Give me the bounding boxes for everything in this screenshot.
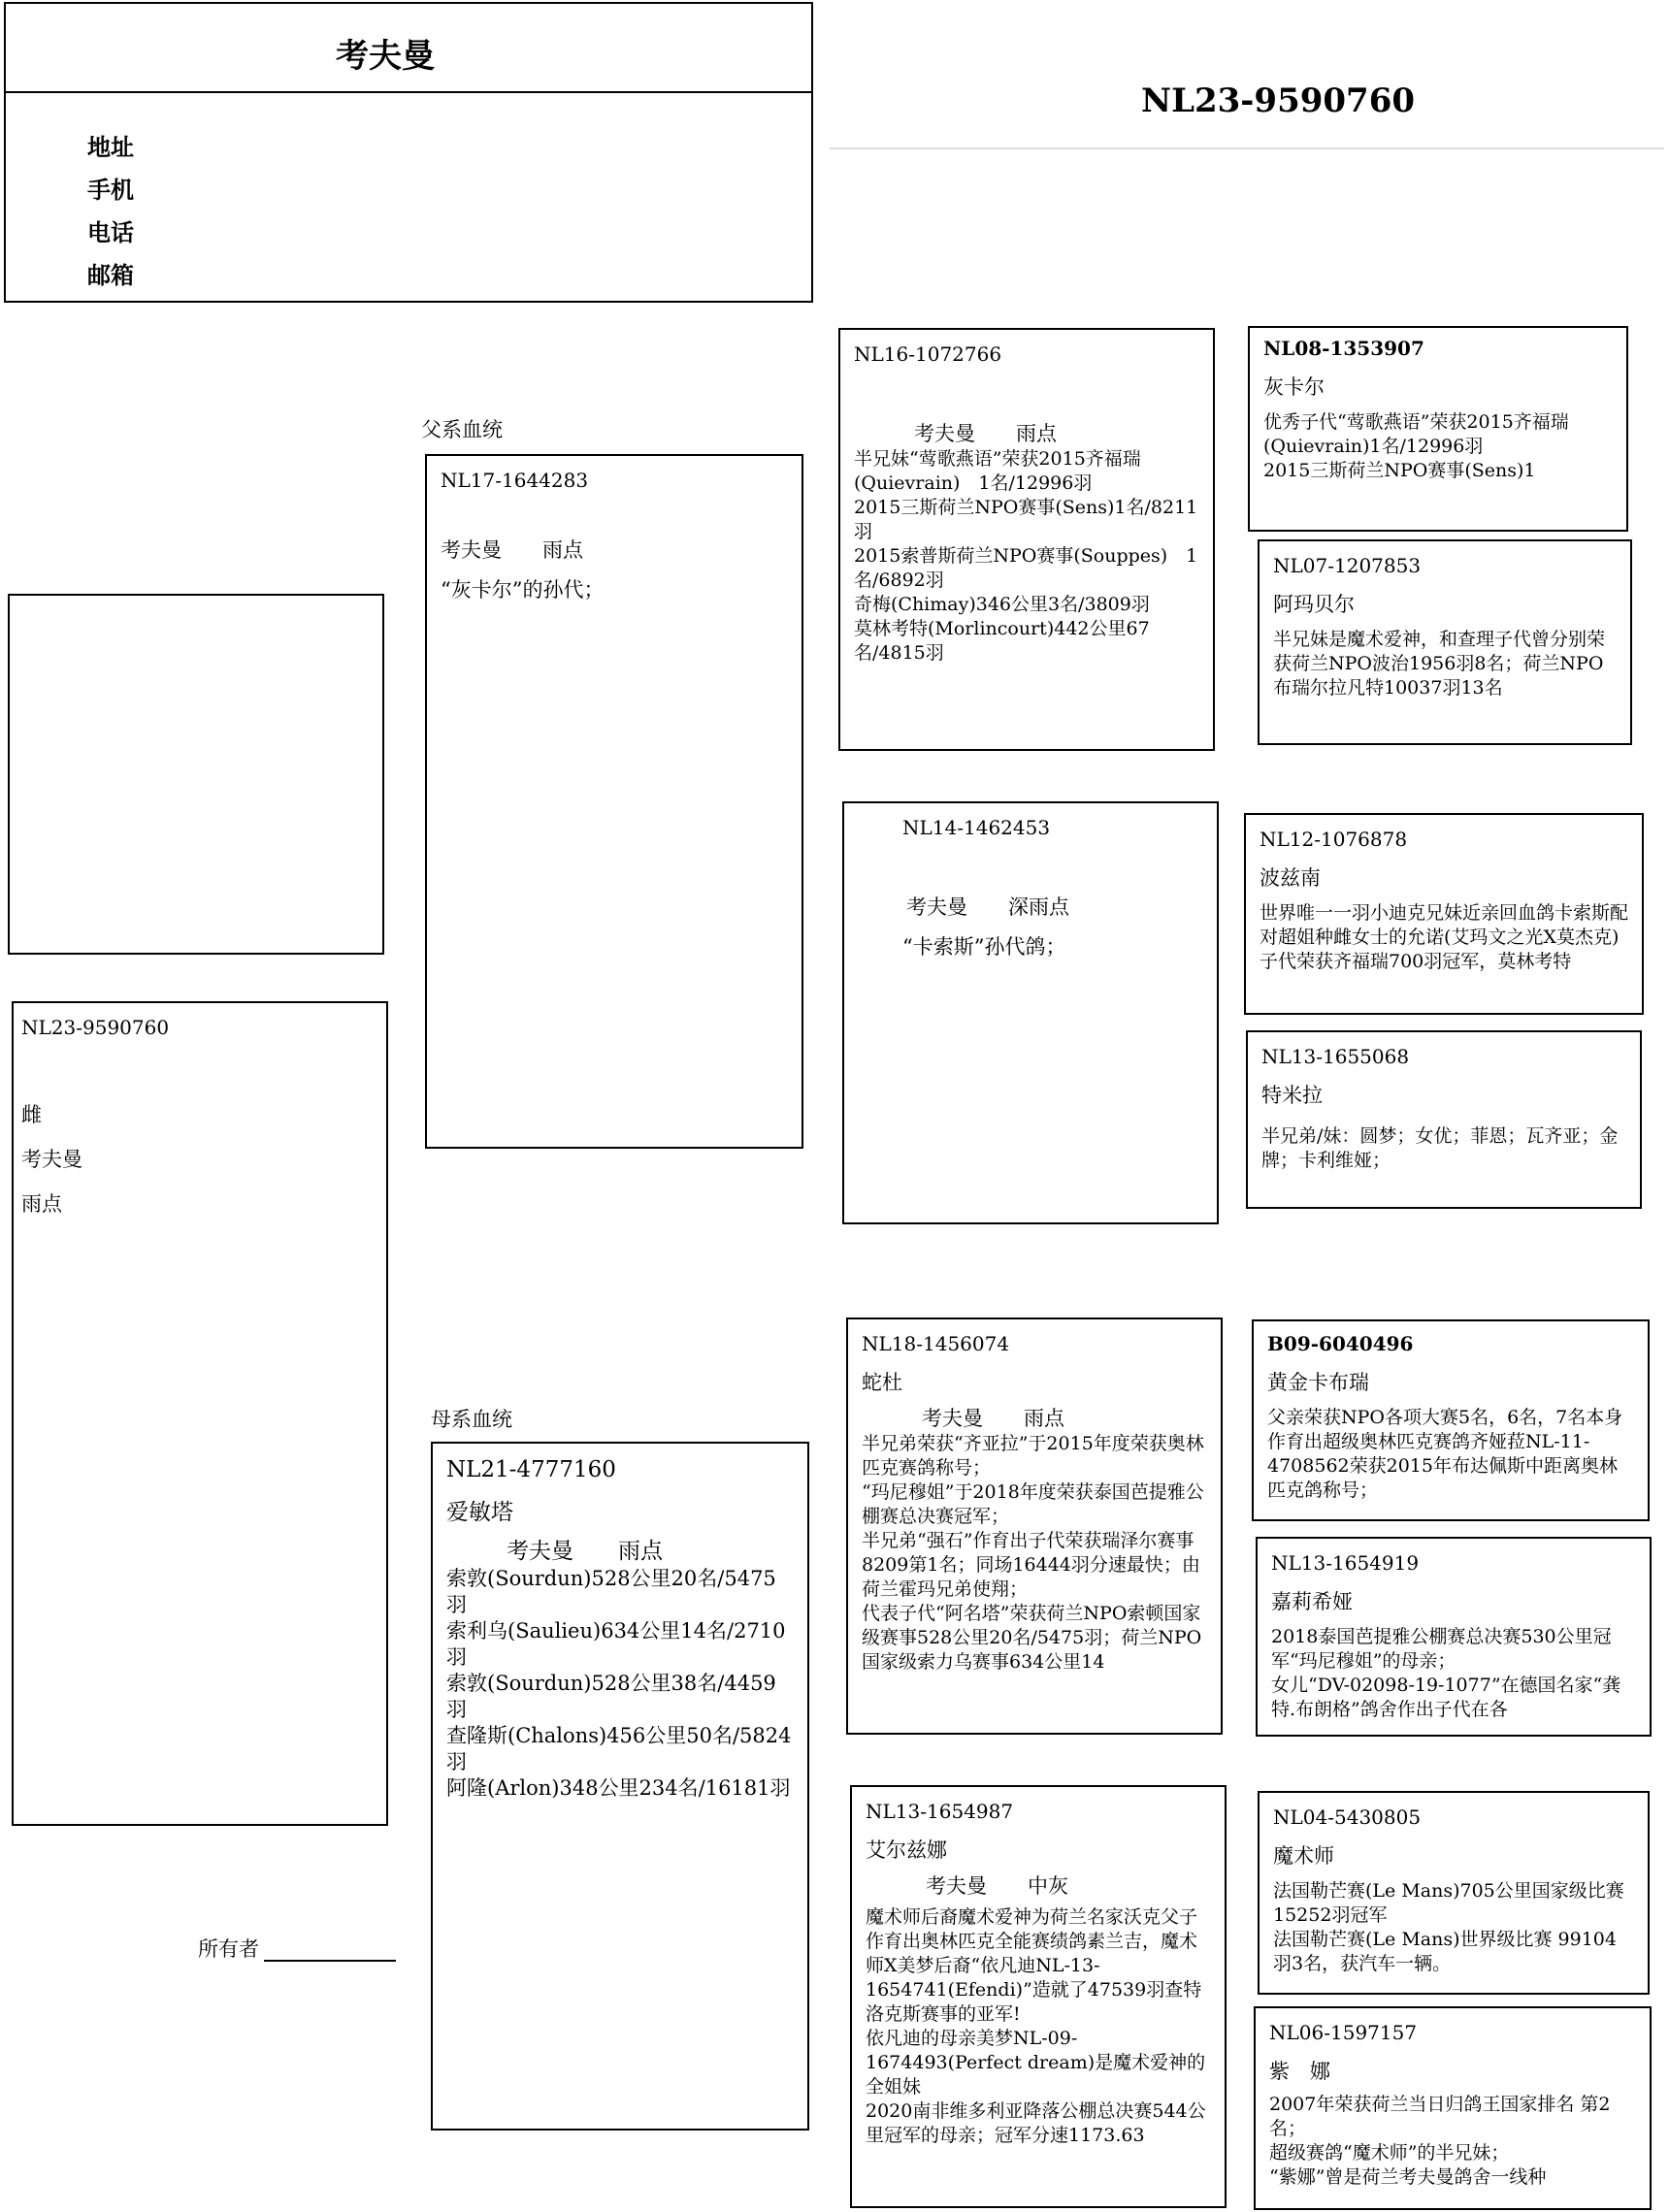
sdd-name: 特米拉	[1261, 1084, 1323, 1107]
owner-label: 所有者	[198, 1937, 259, 1961]
ddd-card	[1254, 2006, 1652, 2210]
sire-ring: NL17-1644283	[441, 469, 589, 492]
dam-record: 索敦(Sourdun)528公里20名/5475羽	[446, 1567, 776, 1616]
dam-sire-breeder-color: 考夫曼 雨点	[922, 1407, 1064, 1430]
main-ring-number: NL23-9590760	[1141, 81, 1416, 120]
sire-sire-record: 奇梅(Chimay)346公里3名/3809羽	[854, 594, 1150, 615]
sds-ring: NL12-1076878	[1260, 828, 1408, 851]
dam-sire-ring: NL18-1456074	[862, 1332, 1010, 1355]
sdd-card	[1246, 1030, 1642, 1209]
sire-sire-record: 半兄妹“莺歌燕语”荣获2015齐福瑞(Quievrain) 1名/12996羽	[854, 448, 1141, 494]
dam-ring: NL21-4777160	[446, 1457, 616, 1482]
sire-sire-card	[838, 328, 1215, 751]
header-divider	[6, 91, 811, 93]
sire-dam-card	[842, 801, 1219, 1224]
ddd-record: 超级赛鸽“魔术师”的半兄妹；	[1269, 2142, 1510, 2163]
dam-sire-name: 蛇杜	[862, 1371, 902, 1394]
dsd-ring: NL13-1654919	[1271, 1551, 1420, 1575]
sss-record: 优秀子代“莺歌燕语”荣获2015齐福瑞(Quievrain)1名/12996羽	[1263, 411, 1569, 457]
dam-sire-record: 代表子代“阿名塔”荣获荷兰NPO索顿国家级赛事528公里20名/5475羽；荷兰NPO国家级索力乌赛事634公里14	[862, 1603, 1202, 1673]
dss-record: 父亲荣获NPO各项大赛5名，6名，7名本身作育出超级奥林匹克赛鸽齐娅菈NL-11-4708562荣获2015年布达佩斯中距离奥林匹克鸽称号；	[1267, 1407, 1623, 1501]
sire-sire-record: 莫林考特(Morlincourt)442公里67名/4815羽	[854, 618, 1150, 664]
main-ring-underline	[830, 147, 1664, 149]
dam-record: 阿隆(Arlon)348公里234名/16181羽	[446, 1776, 791, 1800]
sds-card	[1244, 813, 1644, 1015]
sire-note: “灰卡尔”的孙代；	[441, 578, 605, 602]
subject-card	[12, 1001, 388, 1826]
dds-name: 魔术师	[1273, 1844, 1334, 1868]
dam-dam-name: 艾尔兹娜	[866, 1838, 947, 1862]
dsd-record: 2018泰国芭提雅公棚赛总决赛530公里冠军“玛尼穆姐”的母亲；	[1271, 1626, 1612, 1672]
dam-dam-card	[850, 1785, 1227, 2208]
contact-phone-label: 电话	[87, 218, 134, 246]
ddd-record: “紫娜”曾是荷兰考夫曼鸽舍一线种	[1269, 2166, 1547, 2188]
sds-record: 子代荣获齐福瑞700羽冠军，莫林考特	[1260, 951, 1572, 972]
dsd-record: 女儿“DV-02098-19-1077”在德国名家“龚特.布朗格”鸽舍作出子代在各	[1271, 1675, 1621, 1720]
sdd-record: 半兄弟/妹：圆梦；女优；菲恩；瓦齐亚；金牌；卡利维娅；	[1261, 1125, 1619, 1171]
breeder-title: 考夫曼	[336, 37, 435, 76]
sire-dam-note: “卡索斯”孙代鸽；	[902, 935, 1066, 959]
sire-sire-record: 2015三斯荷兰NPO赛事(Sens)1名/8211羽	[854, 497, 1198, 542]
dss-ring: B09-6040496	[1267, 1332, 1414, 1355]
sss-card	[1248, 326, 1628, 532]
sss-name: 灰卡尔	[1263, 375, 1325, 399]
owner-line	[264, 1960, 396, 1962]
sss-record: 2015三斯荷兰NPO赛事(Sens)1	[1263, 460, 1536, 481]
breeder-header-box	[4, 2, 813, 303]
dam-card	[431, 1442, 809, 2131]
dam-record: 索敦(Sourdun)528公里38名/4459羽	[446, 1672, 776, 1721]
sire-card	[425, 454, 803, 1149]
ddd-ring: NL06-1597157	[1269, 2021, 1418, 2044]
subject-ring: NL23-9590760	[21, 1016, 170, 1039]
dam-name: 爱敏塔	[446, 1500, 513, 1525]
sire-sire-breeder-color: 考夫曼 雨点	[914, 422, 1057, 445]
dam-sire-record: “玛尼穆姐”于2018年度荣获泰国芭提雅公棚赛总决赛冠军；	[862, 1481, 1204, 1527]
ssd-name: 阿玛贝尔	[1273, 593, 1355, 616]
pigeon-photo-frame	[8, 594, 384, 955]
dam-dam-record: 依凡迪的母亲美梦NL-09-1674493(Perfect dream)是魔术爱神的全姐妹	[866, 2028, 1206, 2098]
subject-color: 雨点	[21, 1192, 62, 1216]
dam-sire-record: 半兄弟“强石”作育出子代荣获瑞泽尔赛事8209第1名；同场16444羽分速最快；由荷兰霍玛兄弟使翔；	[862, 1530, 1200, 1600]
sire-sire-ring: NL16-1072766	[854, 342, 1002, 366]
dam-breeder-color: 考夫曼 雨点	[507, 1539, 663, 1564]
contact-address-label: 地址	[87, 133, 134, 161]
dds-record: 法国勒芒赛(Le Mans)705公里国家级比赛15252羽冠军	[1273, 1880, 1624, 1926]
dam-dam-record: 魔术师后裔魔术爱神为荷兰名家沃克父子作育出奥林匹克全能赛绩鸽素兰吉，魔术师X美梦后裔“依凡迪NL-13-1654741(Efendi)”造就了47539羽查特洛克斯赛事的亚军!	[866, 1906, 1202, 2025]
dam-sire-record: 半兄弟荣获“齐亚拉”于2015年度荣获奥林匹克赛鸽称号；	[862, 1433, 1204, 1479]
dam-record: 查隆斯(Chalons)456公里50名/5824羽	[446, 1724, 792, 1773]
sdd-ring: NL13-1655068	[1261, 1045, 1410, 1068]
dam-record: 索利乌(Saulieu)634公里14名/2710羽	[446, 1619, 786, 1669]
sire-sire-record: 2015索普斯荷兰NPO赛事(Souppes) 1名/6892羽	[854, 545, 1198, 591]
ssd-record: 半兄妹是魔术爱神，和查理子代曾分别荣获荷兰NPO波治1956羽8名；荷兰NPO布瑞尔拉凡特10037羽13名	[1273, 629, 1606, 699]
dds-record: 法国勒芒赛(Le Mans)世界级比赛 99104羽3名，获汽车一辆。	[1273, 1929, 1617, 1974]
sire-dam-ring: NL14-1462453	[902, 816, 1051, 839]
dam-line-label: 母系血统	[431, 1408, 512, 1431]
dds-ring: NL04-5430805	[1273, 1805, 1422, 1829]
sire-dam-breeder-color: 考夫曼 深雨点	[906, 895, 1069, 919]
ssd-ring: NL07-1207853	[1273, 554, 1422, 577]
ssd-card	[1258, 539, 1632, 745]
ddd-name: 紫 娜	[1269, 2060, 1330, 2083]
dss-name: 黄金卡布瑞	[1267, 1371, 1369, 1394]
dds-card	[1258, 1791, 1650, 1995]
dam-dam-record: 2020南非维多利亚降落公棚总决赛544公里冠军的母亲；冠军分速1173.63	[866, 2100, 1206, 2146]
dss-card	[1252, 1319, 1650, 1521]
sss-ring: NL08-1353907	[1263, 337, 1424, 360]
dam-dam-ring: NL13-1654987	[866, 1800, 1014, 1823]
sds-record: 世界唯一一羽小迪克兄妹近亲回血鸽卡索斯配对超姐种雌女士的允诺(艾玛文之光X莫杰克)	[1260, 902, 1629, 948]
ddd-record: 2007年荣获荷兰当日归鸽王国家排名 第2名；	[1269, 2094, 1611, 2139]
sds-name: 波兹南	[1260, 866, 1321, 890]
dam-sire-card	[846, 1317, 1223, 1735]
dsd-card	[1256, 1537, 1652, 1737]
dam-dam-breeder-color: 考夫曼 中灰	[926, 1874, 1068, 1898]
sire-breeder-color: 考夫曼 雨点	[441, 538, 583, 562]
sire-line-label: 父系血统	[421, 418, 503, 441]
subject-sex: 雌	[21, 1103, 42, 1126]
subject-breeder: 考夫曼	[21, 1148, 82, 1171]
contact-email-label: 邮箱	[87, 261, 134, 289]
dsd-name: 嘉莉希娅	[1271, 1590, 1353, 1613]
contact-mobile-label: 手机	[87, 176, 134, 204]
